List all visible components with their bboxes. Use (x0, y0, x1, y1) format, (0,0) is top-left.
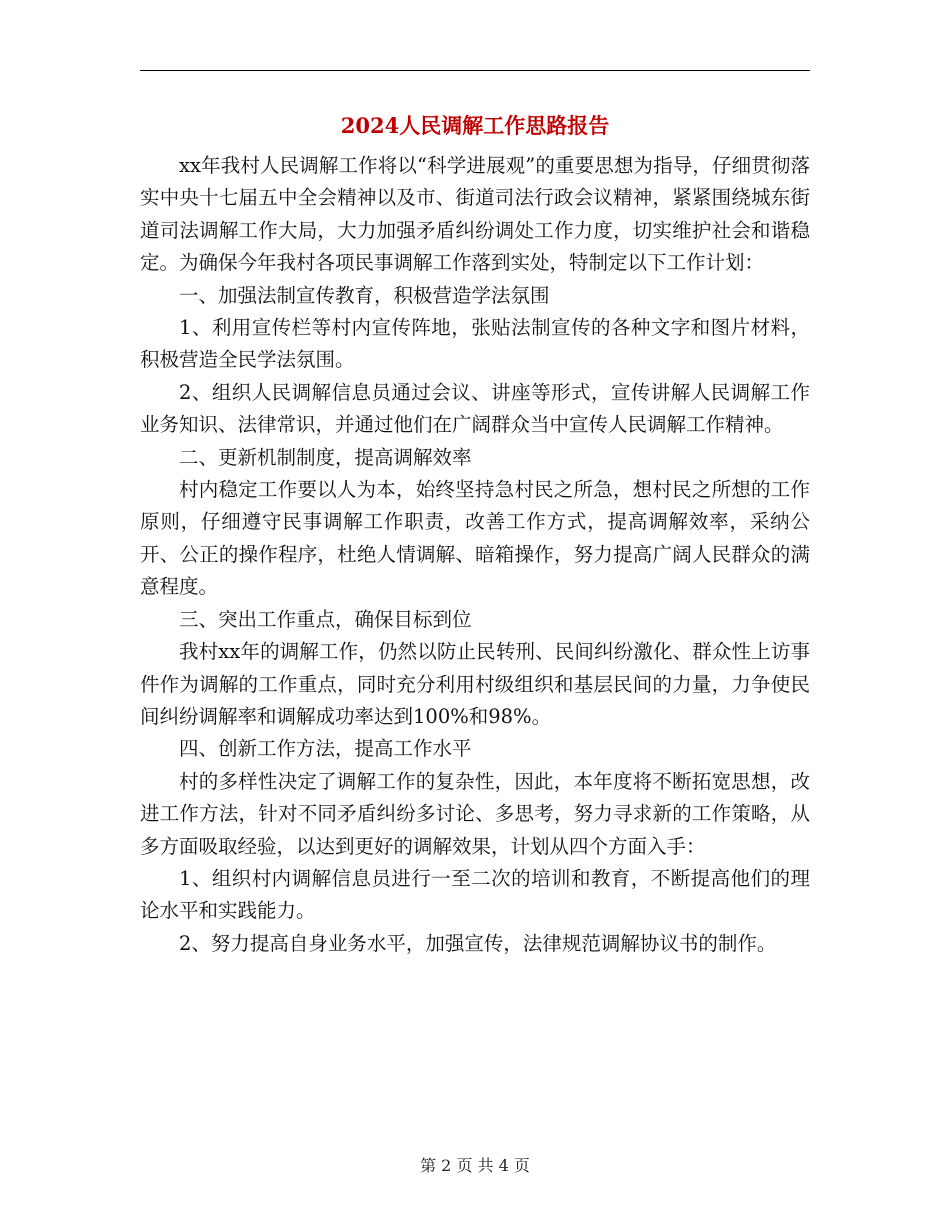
section-heading-2: 二、更新机制制度，提高调解效率 (179, 445, 472, 469)
paragraph-item: 2、组织人民调解信息员通过会议、讲座等形式，宣传讲解人民调解工作业务知识、法律常识，并通过他们在广阔群众当中宣传人民调解工作精神。 (140, 380, 810, 437)
paragraph: 我村xx年的调解工作，仍然以防止民转刑、民间纠纷激化、群众性上访事件作为调解的工作重点，同时充分利用村级组织和基层民间的力量，力争使民间纠纷调解率和调解成功率达到100%和98%。 (140, 640, 810, 728)
paragraph: 村内稳定工作要以人为本，始终坚持急村民之所急，想村民之所想的工作原则，仔细遵守民事调解工作职责，改善工作方式，提高调解效率，采纳公开、公正的操作程序，杜绝人情调解、暗箱操作，努力提高广阔人民群众的满意程度。 (140, 478, 810, 599)
header-rule (140, 70, 810, 71)
paragraph-item: 1、组织村内调解信息员进行一至二次的培训和教育，不断提高他们的理论水平和实践能力。 (140, 866, 810, 923)
paragraph-item: 2、努力提高自身业务水平，加强宣传，法律规范调解协议书的制作。 (179, 931, 777, 955)
paragraph-intro: xx年我村人民调解工作将以“科学进展观”的重要思想为指导，仔细贯彻落实中央十七届五中全会精神以及市、街道司法行政会议精神，紧紧围绕城东街道司法调解工作大局，大力加强矛盾纠纷调处工作力度，切实维护社会和谐稳定。为确保今年我村各项民事调解工作落到实处，特制定以下工作计划： (140, 154, 810, 275)
section-heading-1: 一、加强法制宣传教育，积极营造学法氛围 (179, 283, 550, 307)
paragraph-item: 1、利用宣传栏等村内宣传阵地，张贴法制宣传的各种文字和图片材料，积极营造全民学法氛围。 (140, 316, 810, 372)
document-title: 2024人民调解工作思路报告 (340, 113, 610, 138)
paragraph: 村的多样性决定了调解工作的复杂性，因此，本年度将不断拓宽思想，改进工作方法，针对不同矛盾纠纷多讨论、多思考，努力寻求新的工作策略，从多方面吸取经验，以达到更好的调解效果，计划从四个方面入手： (140, 769, 810, 858)
document-body (140, 150, 810, 960)
page-number-footer: 第 2 页 共 4 页 (420, 1156, 530, 1175)
section-heading-4: 四、创新工作方法，提高工作水平 (179, 737, 472, 761)
section-heading-3: 三、突出工作重点，确保目标到位 (179, 607, 472, 631)
